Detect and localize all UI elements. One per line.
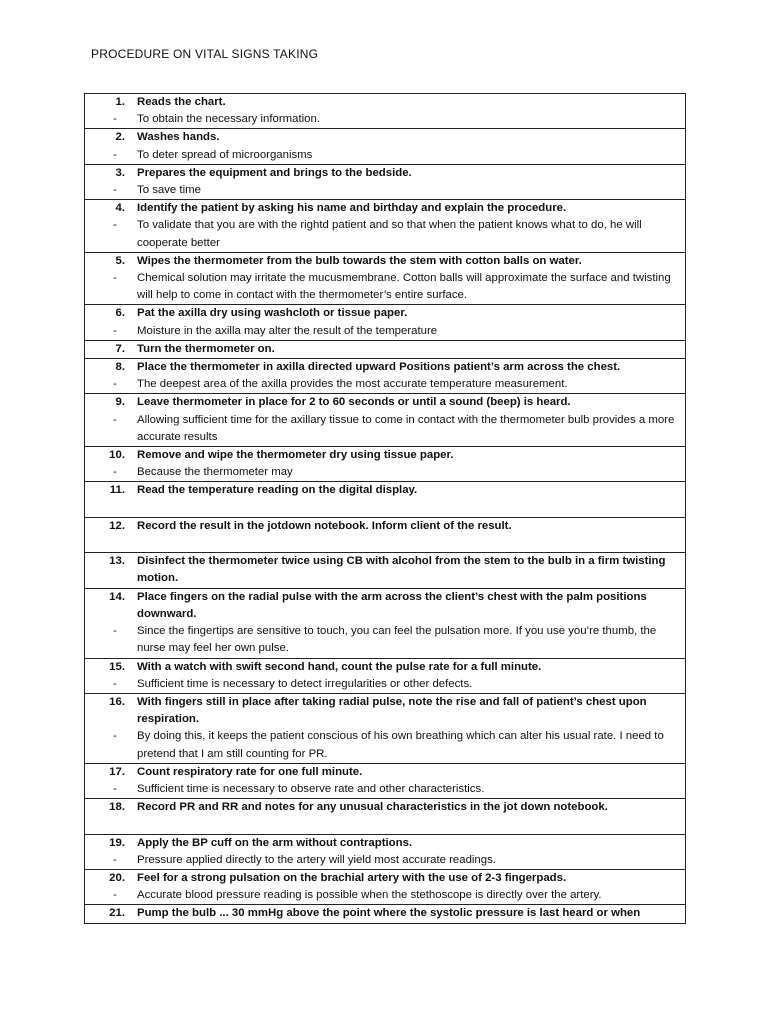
step-text: Washes hands. [137, 131, 220, 144]
step-row [85, 482, 685, 517]
step-number: 15. [109, 660, 125, 673]
step-rationale: Moisture in the axilla may alter the result of the temperature [137, 324, 438, 337]
step-text: Leave thermometer in place for 2 to 60 seconds or until a sound (beep) is heard. [137, 396, 571, 409]
step-number: 20. [109, 871, 125, 884]
step-text: With fingers still in place after taking radial pulse, note the rise and fall of patient’s chest upon respiration. [137, 695, 647, 726]
step-number: 18. [109, 801, 125, 814]
step-number: 2. [115, 131, 125, 144]
rationale-dash: - [113, 113, 117, 126]
step-number: 19. [109, 836, 125, 849]
step-number: 21. [109, 907, 125, 920]
step-rationale: Accurate blood pressure reading is possible when the stethoscope is directly over the artery. [137, 889, 602, 902]
step-rationale: Allowing sufficient time for the axillary tissue to come in contact with the thermometer bulb provides a more accurate results [137, 413, 675, 443]
step-number: 14. [109, 590, 125, 603]
rationale-dash: - [113, 730, 117, 743]
step-text: Place the thermometer in axilla directed upward Positions patient’s arm across the chest. [137, 361, 621, 374]
step-rationale: To deter spread of microorganisms [137, 148, 313, 161]
rationale-dash: - [113, 272, 117, 285]
step-number: 8. [115, 361, 125, 374]
step-text: Pump the bulb ... 30 mmHg above the point where the systolic pressure is last heard or when [137, 907, 641, 920]
blank-line [85, 535, 679, 552]
step-number: 11. [109, 484, 125, 497]
step-text: Turn the thermometer on. [137, 342, 275, 355]
step-row [85, 129, 685, 164]
step-rationale: Sufficient time is necessary to observe rate and other characteristics. [137, 782, 485, 795]
document-title: PROCEDURE ON VITAL SIGNS TAKING [91, 47, 319, 61]
rationale-dash: - [113, 219, 117, 232]
step-text: Wipes the thermometer from the bulb towards the stem with cotton balls on water. [137, 254, 582, 267]
rationale-dash: - [113, 889, 117, 902]
step-text: Prepares the equipment and brings to the bedside. [137, 166, 412, 179]
step-text: Feel for a strong pulsation on the brachial artery with the use of 2-3 fingerpads. [137, 871, 567, 884]
step-row [85, 394, 685, 447]
procedure-steps-table [84, 93, 686, 924]
rationale-dash: - [113, 782, 117, 795]
step-text: Pat the axilla dry using washcloth or tissue paper. [137, 307, 408, 320]
step-number: 9. [115, 396, 125, 409]
step-text: Disinfect the thermometer twice using CB with alcohol from the stem to the bulb in a firm twisting motion. [137, 555, 666, 585]
step-text: With a watch with swift second hand, count the pulse rate for a full minute. [137, 660, 542, 673]
step-number: 16. [109, 695, 125, 708]
step-number: 4. [115, 202, 125, 215]
step-number: 3. [115, 166, 125, 179]
step-row [85, 799, 685, 834]
rationale-dash: - [113, 677, 117, 690]
step-text: Reads the chart. [137, 96, 226, 108]
step-rationale: Sufficient time is necessary to detect irregularities or other defects. [137, 677, 473, 690]
step-rationale: To obtain the necessary information. [137, 113, 320, 126]
step-row [85, 359, 685, 394]
step-rationale: Because the thermometer may [137, 466, 293, 479]
step-row [85, 764, 685, 799]
rationale-dash: - [113, 324, 117, 337]
step-text: Remove and wipe the thermometer dry using tissue paper. [137, 449, 454, 462]
step-number: 7. [115, 342, 125, 355]
step-row [85, 94, 685, 129]
step-text: Identify the patient by asking his name and birthday and explain the procedure. [137, 202, 567, 215]
step-rationale: Since the fingertips are sensitive to touch, you can feel the pulsation more. If you use you’re thumb, the nurse may feel her own pulse. [137, 625, 657, 655]
step-rationale: By doing this, it keeps the patient conscious of his own breathing which can alter his usual rate. I need to pretend that I am still counting for PR. [137, 730, 664, 760]
blank-line [85, 500, 679, 517]
step-number: 10. [109, 449, 125, 462]
step-rationale: The deepest area of the axilla provides the most accurate temperature measurement. [137, 378, 568, 391]
step-text: Count respiratory rate for one full minute. [137, 765, 363, 778]
step-row [85, 341, 685, 359]
step-number: 12. [109, 519, 125, 532]
step-row [85, 870, 685, 905]
step-number: 1. [115, 96, 125, 108]
step-number: 17. [109, 765, 125, 778]
step-number: 5. [115, 254, 125, 267]
step-row [85, 200, 685, 253]
step-row [85, 659, 685, 694]
step-row [85, 905, 685, 923]
step-number: 6. [115, 307, 125, 320]
rationale-dash: - [113, 466, 117, 479]
step-row [85, 553, 685, 588]
step-rationale: To save time [137, 184, 201, 197]
step-text: Place fingers on the radial pulse with the arm across the client’s chest with the palm positions downward. [137, 590, 647, 620]
step-text: Read the temperature reading on the digital display. [137, 484, 418, 497]
step-number: 13. [109, 555, 125, 568]
step-row [85, 305, 685, 340]
blank-line [85, 816, 679, 833]
rationale-dash: - [113, 625, 117, 638]
rationale-dash: - [113, 853, 117, 866]
step-rationale: Chemical solution may irritate the mucusmembrane. Cotton balls will approximate the surface and twisting will help to come in contact with the thermometer’s entire surface. [137, 272, 671, 302]
step-row [85, 447, 685, 482]
rationale-dash: - [113, 378, 117, 391]
step-text: Record the result in the jotdown notebook. Inform client of the result. [137, 519, 512, 532]
step-row [85, 694, 685, 764]
rationale-dash: - [113, 413, 117, 426]
step-rationale: To validate that you are with the rightd patient and so that when the patient knows what to do, he will cooperate better [137, 219, 642, 249]
step-text: Record PR and RR and notes for any unusual characteristics in the jot down notebook. [137, 801, 608, 814]
step-row [85, 165, 685, 200]
step-row [85, 518, 685, 553]
step-text: Apply the BP cuff on the arm without contraptions. [137, 836, 413, 849]
rationale-dash: - [113, 148, 117, 161]
step-row [85, 835, 685, 870]
step-row [85, 589, 685, 659]
step-rationale: Pressure applied directly to the artery will yield most accurate readings. [137, 853, 496, 866]
step-row [85, 253, 685, 306]
rationale-dash: - [113, 184, 117, 197]
